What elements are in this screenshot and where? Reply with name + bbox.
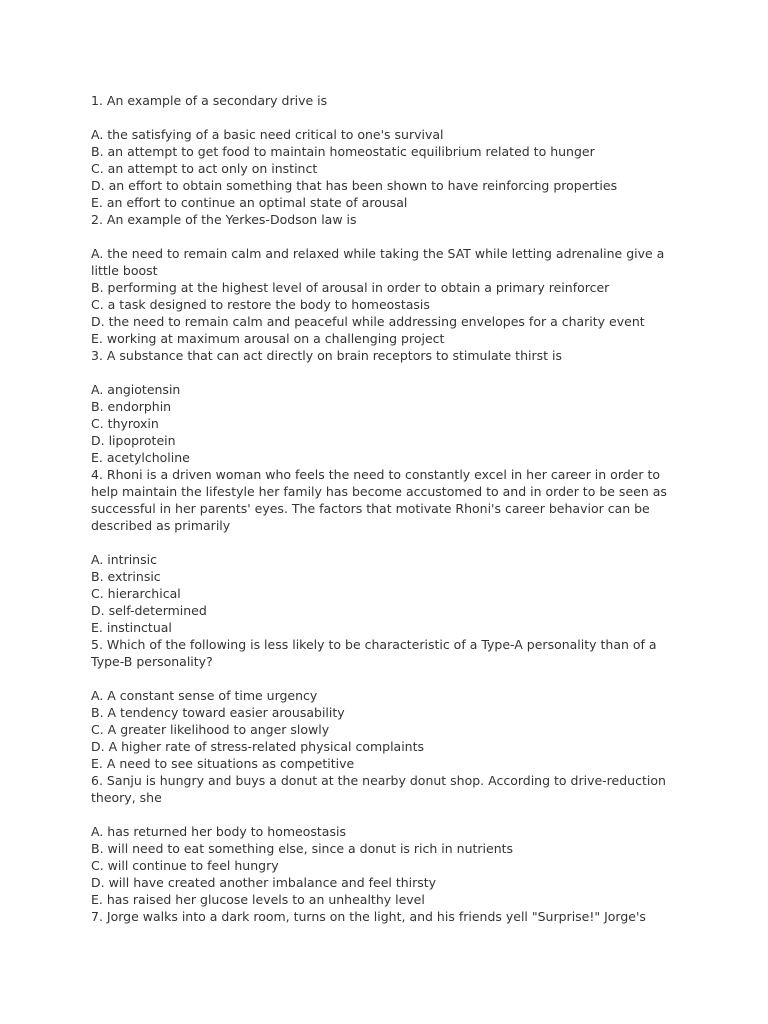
answer-options <box>91 126 691 211</box>
answer-option: A. the satisfying of a basic need critical to one's survival <box>91 127 444 142</box>
document-page <box>91 92 691 925</box>
question-1 <box>91 92 691 211</box>
question-stem: 7. Jorge walks into a dark room, turns on the light, and his friends yell "Surprise!" Jorge's <box>91 909 646 924</box>
answer-option: D. self-determined <box>91 603 207 618</box>
question-stem: 5. Which of the following is less likely to be characteristic of a Type-A personality than of a Type-B personality? <box>91 637 657 669</box>
answer-option: A. angiotensin <box>91 382 181 397</box>
answer-option: A. the need to remain calm and relaxed while taking the SAT while letting adrenaline give a little boost <box>91 246 665 278</box>
question-stem: 6. Sanju is hungry and buys a donut at the nearby donut shop. According to drive-reduction theory, she <box>91 773 666 805</box>
question-5 <box>91 636 691 772</box>
answer-option: E. an effort to continue an optimal state of arousal <box>91 195 408 210</box>
question-stem: 4. Rhoni is a driven woman who feels the need to constantly excel in her career in order to help maintain the lifestyle her family has become accustomed to and in order to be seen as successful in her parents' eyes. The factors that motivate Rhoni's career behavior can be described as primarily <box>91 467 667 533</box>
answer-options <box>91 687 691 772</box>
answer-option: E. working at maximum arousal on a challenging project <box>91 331 445 346</box>
answer-option: A. A constant sense of time urgency <box>91 688 318 703</box>
answer-option: D. A higher rate of stress-related physical complaints <box>91 739 425 754</box>
answer-option: D. will have created another imbalance and feel thirsty <box>91 875 437 890</box>
question-stem: 3. A substance that can act directly on brain receptors to stimulate thirst is <box>91 348 562 363</box>
answer-option: C. a task designed to restore the body to homeostasis <box>91 297 430 312</box>
answer-option: B. A tendency toward easier arousability <box>91 705 345 720</box>
answer-option: E. has raised her glucose levels to an unhealthy level <box>91 892 425 907</box>
answer-option: C. will continue to feel hungry <box>91 858 279 873</box>
blank-line <box>91 670 691 687</box>
answer-options <box>91 245 691 347</box>
answer-option: A. intrinsic <box>91 552 157 567</box>
answer-option: B. extrinsic <box>91 569 161 584</box>
answer-option: B. performing at the highest level of arousal in order to obtain a primary reinforcer <box>91 280 610 295</box>
answer-option: D. the need to remain calm and peaceful while addressing envelopes for a charity event <box>91 314 645 329</box>
answer-option: B. will need to eat something else, since a donut is rich in nutrients <box>91 841 514 856</box>
answer-options <box>91 381 691 466</box>
blank-line <box>91 109 691 126</box>
question-6 <box>91 772 691 908</box>
answer-option: C. hierarchical <box>91 586 181 601</box>
question-2 <box>91 211 691 347</box>
answer-option: C. thyroxin <box>91 416 159 431</box>
blank-line <box>91 228 691 245</box>
question-stem: 1. An example of a secondary drive is <box>91 93 328 108</box>
question-7 <box>91 908 691 925</box>
answer-option: E. acetylcholine <box>91 450 190 465</box>
answer-option: E. A need to see situations as competitive <box>91 756 355 771</box>
answer-option: E. instinctual <box>91 620 172 635</box>
answer-options <box>91 551 691 636</box>
answer-option: D. an effort to obtain something that has been shown to have reinforcing properties <box>91 178 618 193</box>
answer-option: D. lipoprotein <box>91 433 176 448</box>
answer-option: B. an attempt to get food to maintain homeostatic equilibrium related to hunger <box>91 144 595 159</box>
question-stem: 2. An example of the Yerkes-Dodson law is <box>91 212 357 227</box>
question-3 <box>91 347 691 466</box>
blank-line <box>91 534 691 551</box>
answer-option: B. endorphin <box>91 399 172 414</box>
answer-option: C. A greater likelihood to anger slowly <box>91 722 330 737</box>
answer-option: A. has returned her body to homeostasis <box>91 824 346 839</box>
answer-option: C. an attempt to act only on instinct <box>91 161 318 176</box>
blank-line <box>91 364 691 381</box>
blank-line <box>91 806 691 823</box>
question-4 <box>91 466 691 636</box>
answer-options <box>91 823 691 908</box>
